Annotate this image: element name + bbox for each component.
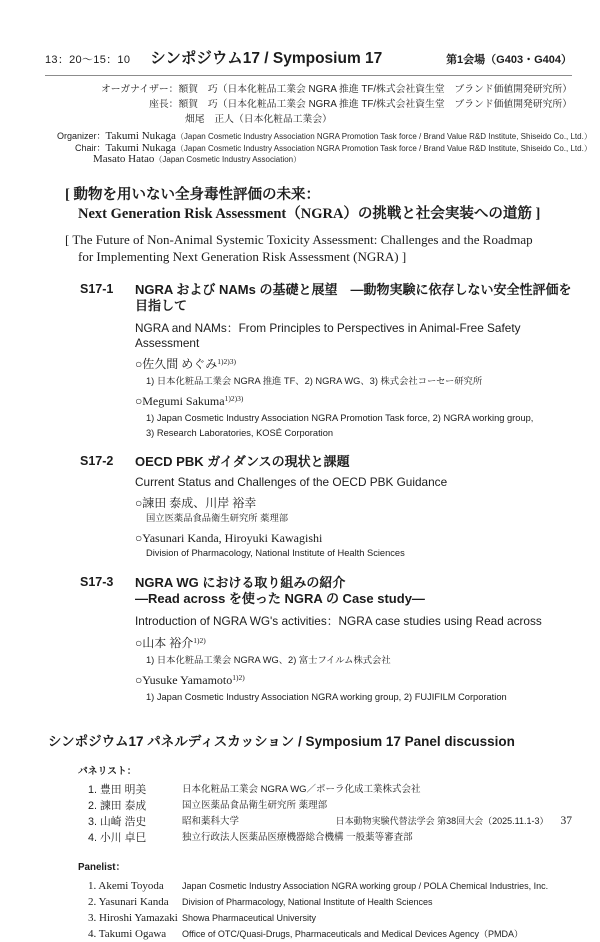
panelist-affiliation: Office of OTC/Quasi-Drugs, Pharmaceuticals and Medical Devices Agency（PMDA） (182, 928, 523, 939)
page-footer (336, 814, 572, 827)
talk-title-en: Current Status and Challenges of the OECD PBK Guidance (135, 474, 448, 489)
session-title-heading: シンポジウム17 / Symposium 17 (150, 50, 383, 67)
panelist-affiliation: Japan Cosmetic Industry Association NGRA working group / POLA Chemical Industries, Inc. (182, 880, 549, 891)
session-theme-block (45, 186, 572, 266)
talk-title-jp-line2: ―Read across を使った NGRA の Case study― (135, 591, 425, 606)
panelist-name: 1. Akemi Toyoda (88, 879, 164, 892)
organizer-affiliation: （Japan Cosmetic Industry Association NGRA Promotion Task force / Brand Value R&D Institute, Shiseido Co., Ltd.） (175, 132, 592, 141)
panelist-row (88, 926, 572, 942)
talk-code: S17-1 (80, 281, 114, 296)
author-superscript: 1)2) (232, 673, 245, 682)
panelist-name: 3. 山崎 浩史 (88, 815, 147, 828)
talk-item-s17-2 (45, 454, 572, 560)
theme-title-jp-line2: Next Generation Risk Assessment（NGRA）の挑戦と社会実装への道筋 ] (78, 205, 541, 222)
author-block-jp (135, 357, 572, 388)
panelist-label-en: Panelist： (78, 861, 126, 873)
author-name: ○Yusuke Yamamoto$^{1)2)}$ (135, 673, 245, 687)
panelist-row (88, 894, 572, 910)
author-affiliation: 1) Japan Cosmetic Industry Association NGRA working group, 2) FUJIFILM Corporation (146, 692, 507, 702)
organizer-jp-line-2: 座長：額賀 巧（日本化粧品工業会 NGRA 推進 TF/株式会社資生堂 ブランド価値開発研究所） (149, 99, 572, 110)
organizer-label: Organizer： (57, 131, 106, 141)
panelist-affiliation: 日本化粧品工業会 NGRA WG／ポーラ化成工業株式会社 (182, 783, 421, 795)
talk-title-jp: NGRA および NAMs の基礎と展望 ―動物実験に依存しない安全性評価を目指して (135, 281, 572, 313)
talk-code: S17-2 (80, 454, 114, 468)
page-number: 37 (560, 815, 572, 827)
panel-heading: シンポジウム17 パネルディスカッション / Symposium 17 Panel discussion (48, 733, 515, 749)
chair2-name: Masato Hatao (93, 153, 155, 165)
author-affiliation: 1) 日本化粧品工業会 NGRA WG、2) 富士フイルム株式会社 (146, 654, 391, 665)
author-affiliation: 3) Research Laboratories, KOSÉ Corporation (146, 427, 334, 438)
session-time: 13：20～15：10 (45, 54, 131, 66)
chair-affiliation: （Japan Cosmetic Industry Association NGRA Promotion Task force / Brand Value R&D Institute, Shiseido Co., Ltd.） (175, 143, 592, 153)
theme-title-en-line1: [ The Future of Non-Animal Systemic Toxicity Assessment: Challenges and the Roadmap (65, 231, 533, 247)
panelist-name: 4. 小川 卓巳 (88, 831, 147, 844)
author-block-jp (135, 636, 572, 667)
talk-title-jp: OECD PBK ガイダンスの現状と課題 (135, 454, 350, 469)
organizers-jp (45, 82, 572, 127)
author-affiliation: 1) 日本化粧品工業会 NGRA 推進 TF、2) NGRA WG、3) 株式会社コーセー研究所 (146, 375, 483, 386)
venue-label: 第1会場（G403・G404） (446, 54, 572, 66)
session-header (45, 46, 572, 76)
talk-title-jp (135, 575, 572, 608)
footer-conference-text: 日本動物実験代替法学会 第38回大会（2025.11.1-3） (335, 816, 549, 826)
chair-name: Takumi Nukaga (105, 141, 176, 154)
author-name: ○Yasunari Kanda, Hiroyuki Kawagishi (135, 531, 323, 545)
author-affiliation: Division of Pharmacology, National Institute of Health Sciences (146, 548, 405, 558)
author-affiliation: 国立医薬品食品衛生研究所 薬理部 (146, 512, 289, 523)
author-block-jp (135, 496, 572, 525)
panelist-name: 2. 諫田 泰成 (88, 799, 147, 812)
panelist-label-jp: パネリスト： (78, 765, 137, 777)
talk-item-s17-1 (45, 282, 572, 440)
author-name: ○Megumi Sakuma$^{1)2)3)}$ (135, 394, 244, 408)
talk-list (45, 282, 572, 704)
panelist-affiliation: Showa Pharmaceutical University (182, 912, 317, 923)
theme-title-jp (65, 186, 572, 224)
talk-item-s17-3 (45, 575, 572, 704)
chair2-affiliation: （Japan Cosmetic Industry Association） (154, 155, 302, 164)
author-affiliation: 1) Japan Cosmetic Industry Association NGRA Promotion Task force, 2) NGRA working group, (146, 413, 534, 423)
theme-title-jp-line1: [ 動物を用いない全身毒性評価の未来： (65, 186, 320, 203)
author-name: ○山本 裕介$^{1)2)}$ (135, 635, 206, 650)
panelist-affiliation: 国立医薬品食品衛生研究所 薬理部 (182, 799, 328, 811)
author-name: ○諫田 泰成、川岸 裕幸 (135, 495, 257, 510)
theme-title-en (65, 231, 572, 266)
organizers-en (45, 130, 592, 166)
chair-label: Chair： (75, 142, 106, 153)
author-block-en (135, 673, 572, 704)
panelist-row (88, 910, 572, 926)
organizer-jp-line-1: オーガナイザー：額賀 巧（日本化粧品工業会 NGRA 推進 TF/株式会社資生堂 ブランド価値開発研究所） (100, 84, 572, 95)
panelist-list-en (45, 878, 572, 942)
panelist-row (88, 830, 572, 846)
panelist-row (88, 782, 572, 798)
talk-body (135, 575, 572, 704)
author-block-en (135, 531, 572, 560)
organizer-en-line-3 (45, 154, 572, 166)
author-superscript: 1)2)3) (217, 356, 236, 366)
panelist-affiliation: 独立行政法人医薬品医療機器総合機構 一般薬等審査部 (182, 831, 413, 843)
organizer-jp-line-3: 畑尾 正人（日本化粧品工業会） (185, 114, 332, 125)
panel-discussion-section (45, 730, 572, 942)
panelist-affiliation: 昭和薬科大学 (182, 815, 240, 827)
talk-title-jp-line1: NGRA WG における取り組みの紹介 (135, 574, 346, 590)
author-name: ○佐久間 めぐみ$^{1)2)3)}$ (135, 356, 236, 371)
panelist-name: 3. Hiroshi Yamazaki (88, 911, 178, 924)
talk-code: S17-3 (80, 574, 114, 589)
talk-body (135, 454, 572, 560)
panelist-name: 1. 豊田 明美 (88, 783, 147, 796)
organizer-name: Takumi Nukaga (105, 130, 176, 142)
author-superscript: 1)2)3) (224, 394, 244, 403)
panelist-affiliation: Division of Pharmacology, National Institute of Health Sciences (182, 896, 433, 907)
panelist-name: 2. Yasunari Kanda (88, 895, 169, 908)
author-block-en (135, 394, 572, 439)
panelist-name: 4. Takumi Ogawa (88, 927, 167, 940)
talk-body (135, 282, 572, 440)
author-superscript: 1)2) (193, 635, 206, 645)
panelist-row (88, 878, 572, 894)
theme-title-en-line2: for Implementing Next Generation Risk Assessment (NGRA) ] (78, 249, 407, 264)
talk-title-en: Introduction of NGRA WG's activities：NGRA case studies using Read across (135, 613, 542, 628)
panelist-row (88, 798, 572, 814)
talk-title-en: NGRA and NAMs：From Principles to Perspectives in Animal-Free Safety Assessment (135, 320, 521, 350)
